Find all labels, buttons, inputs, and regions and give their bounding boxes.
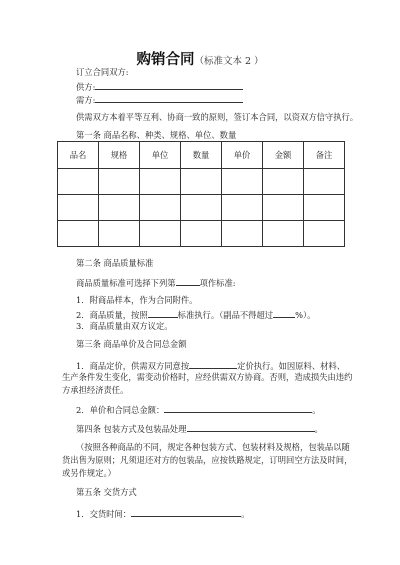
col-remarks: 备注 <box>304 142 345 169</box>
quality-item-2-c: %）。 <box>295 310 316 320</box>
quality-standard-blank[interactable] <box>148 308 178 318</box>
quality-standard-text-b: 项作标准: <box>199 278 236 288</box>
table-cell[interactable] <box>181 195 222 221</box>
supplier-label: 供方: <box>76 82 96 92</box>
article4-heading-text: 第四条 包装方式及包装品处理 <box>76 424 187 434</box>
packaging-blank[interactable] <box>187 422 315 432</box>
delivery-item-1 <box>76 507 249 520</box>
document-title <box>0 48 400 69</box>
buyer-label: 需方: <box>76 95 96 105</box>
defect-percent-blank[interactable] <box>273 308 295 318</box>
pricing-item-2 <box>76 403 321 416</box>
delivery-item-1-end: 。 <box>241 509 250 519</box>
buyer-blank[interactable] <box>95 93 243 103</box>
quality-option-blank[interactable] <box>176 276 200 286</box>
table-cell[interactable] <box>222 169 263 195</box>
title-subtitle: （标准文本 2 ） <box>194 56 264 67</box>
goods-table <box>57 141 345 247</box>
packaging-note-line3: 或另作规定。） <box>62 468 116 478</box>
table-cell[interactable] <box>222 195 263 221</box>
table-row <box>58 221 345 247</box>
table-cell[interactable] <box>99 221 140 247</box>
table-cell[interactable] <box>304 169 345 195</box>
goods-table-header <box>58 142 345 169</box>
quality-item-3: 3．商品质量由双方议定。 <box>76 321 173 331</box>
supplier-blank[interactable] <box>95 80 243 90</box>
pricing-item-2-label: 2．单价和合同总金额： <box>76 405 165 415</box>
quality-standard-text-a: 商品质量标准可选择下列第 <box>76 278 176 288</box>
col-spec: 规格 <box>99 142 140 169</box>
table-cell[interactable] <box>222 221 263 247</box>
pricing-item-1-line2: 生产条件发生变化，需变动价格时，应经供需双方协商。否则，造成损失由违约 <box>62 372 353 382</box>
table-cell[interactable] <box>263 195 304 221</box>
col-quantity: 数量 <box>181 142 222 169</box>
table-cell[interactable] <box>99 169 140 195</box>
table-cell[interactable] <box>263 169 304 195</box>
packaging-note-line2: 货出售为原则；凡须退还对方的包装品，应按铁路规定，订明回空方法及时间， <box>62 455 353 465</box>
quality-standard-line <box>76 276 236 289</box>
quality-item-2-a: 2．商品质量，按照 <box>76 310 148 320</box>
delivery-time-blank[interactable] <box>131 507 241 517</box>
table-cell[interactable] <box>181 169 222 195</box>
table-cell[interactable] <box>58 195 99 221</box>
preamble: 供需双方本着平等互利、协商一致的原则，签订本合同，以资双方信守执行。 <box>76 112 359 122</box>
quality-item-2-b: 标准执行。（副品不得超过 <box>177 310 274 320</box>
article4-heading <box>76 422 323 435</box>
col-amount: 金额 <box>263 142 304 169</box>
col-unit: 单位 <box>140 142 181 169</box>
quality-item-1: 1．附商品样本，作为合同附件。 <box>76 295 198 305</box>
quality-item-2 <box>76 308 315 321</box>
table-row <box>58 195 345 221</box>
total-amount-blank[interactable] <box>164 403 312 413</box>
parties-intro: 订立合同双方: <box>76 67 129 77</box>
article1-heading: 第一条 商品名称、种类、规格、单位、数量 <box>76 130 237 140</box>
packaging-note-line1: （按照各种商品的不同，规定各种包装方式、包装材料及规格，包装品以随 <box>76 442 350 452</box>
table-cell[interactable] <box>140 169 181 195</box>
table-cell[interactable] <box>263 221 304 247</box>
article3-heading: 第三条 商品单价及合同总金额 <box>76 339 187 349</box>
pricing-item-1-a: 1．商品定价，供需双方同意按 <box>76 361 190 371</box>
table-cell[interactable] <box>304 195 345 221</box>
table-cell[interactable] <box>99 195 140 221</box>
pricing-item-1-line3: 方承担经济责任。 <box>62 385 129 395</box>
table-cell[interactable] <box>181 221 222 247</box>
pricing-basis-blank[interactable] <box>189 359 237 369</box>
article5-heading: 第五条 交货方式 <box>76 487 137 497</box>
table-row <box>58 169 345 195</box>
table-cell[interactable] <box>58 169 99 195</box>
table-cell[interactable] <box>140 221 181 247</box>
col-unit-price: 单价 <box>222 142 263 169</box>
pricing-item-2-end: 。 <box>312 405 321 415</box>
article4-heading-end: 。 <box>314 424 323 434</box>
delivery-time-label: 1．交货时间： <box>76 509 132 519</box>
table-cell[interactable] <box>58 221 99 247</box>
pricing-item-1-b: 定价执行。如因原料、材料、 <box>237 361 346 371</box>
pricing-item-1 <box>76 359 345 372</box>
title-main: 购销合同 <box>136 52 195 68</box>
col-product-name: 品名 <box>58 142 99 169</box>
buyer-line <box>76 93 243 106</box>
table-cell[interactable] <box>304 221 345 247</box>
table-cell[interactable] <box>140 195 181 221</box>
supplier-line <box>76 80 243 93</box>
article2-heading: 第二条 商品质量标准 <box>76 258 154 268</box>
